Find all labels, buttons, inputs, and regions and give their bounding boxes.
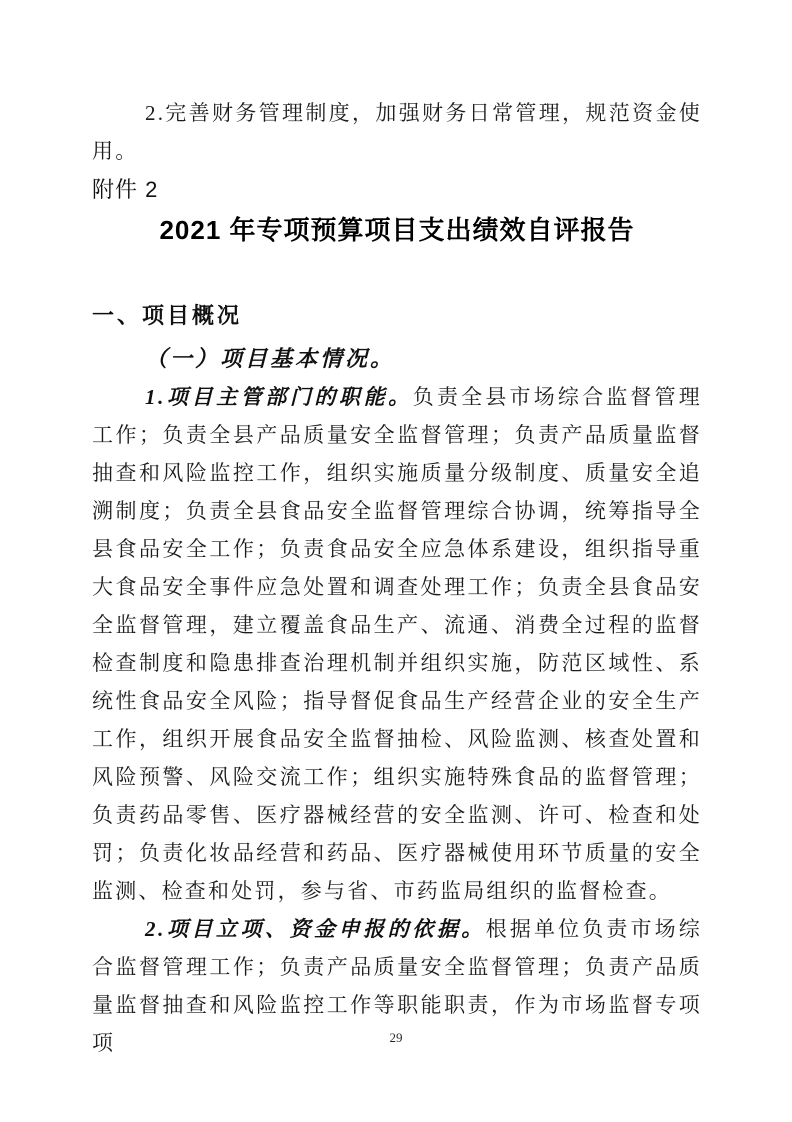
intro-paragraph: 2.完善财务管理制度，加强财务日常管理，规范资金使用。: [92, 101, 702, 163]
document-title: 2021 年专项预算项目支出绩效自评报告: [159, 215, 635, 245]
paragraph-basis-lead: 2.项目立项、资金申报的依据。: [145, 917, 486, 941]
paragraph-duties: [92, 378, 702, 910]
paragraph-duties-body: 负责全县市场综合监督管理工作；负责全县产品质量安全监督管理；负责产品质量监督抽查和风险监控工作，组织实施质量分级制度、质量安全追溯制度；负责全县食品安全监督管理综合协调，统筹指导全县食品安全工作；负责食品安全应急体系建设，组织指导重大食品安全事件应急处置和调查处理工作；负责全县食品安全监督管理，建立覆盖食品生产、流通、消费全过程的监督检查制度和隐患排查治理机制并组织实施，防范区域性、系统性食品安全风险；指导督促食品生产经营企业的安全生产工作，组织开展食品安全监督抽检、风险监测、核查处置和风险预警、风险交流工作；组织实施特殊食品的监督管理；负责药品零售、医疗器械经营的安全监测、许可、检查和处罚；负责化妆品经营和药品、医疗器械使用环节质量的安全监测、检查和处罚，参与省、市药监局组织的监督检查。: [92, 385, 703, 903]
subsection-heading-basic-situation: （一）项目基本情况。: [145, 346, 396, 371]
paragraph-duties-lead: 1.项目主管部门的职能。: [145, 385, 413, 409]
page-number: 29: [389, 1030, 403, 1045]
section-heading-project-overview: 一、项目概况: [92, 303, 243, 328]
attachment-label: 附件 2: [92, 177, 159, 202]
paragraph-basis-body: 根据单位负责市场综合监督管理工作；负责产品质量安全监督管理；负责产品质量监督抽查和风险监控工作等职能职责，作为市场监督专项项: [92, 917, 702, 1055]
document-content: [92, 94, 702, 1062]
